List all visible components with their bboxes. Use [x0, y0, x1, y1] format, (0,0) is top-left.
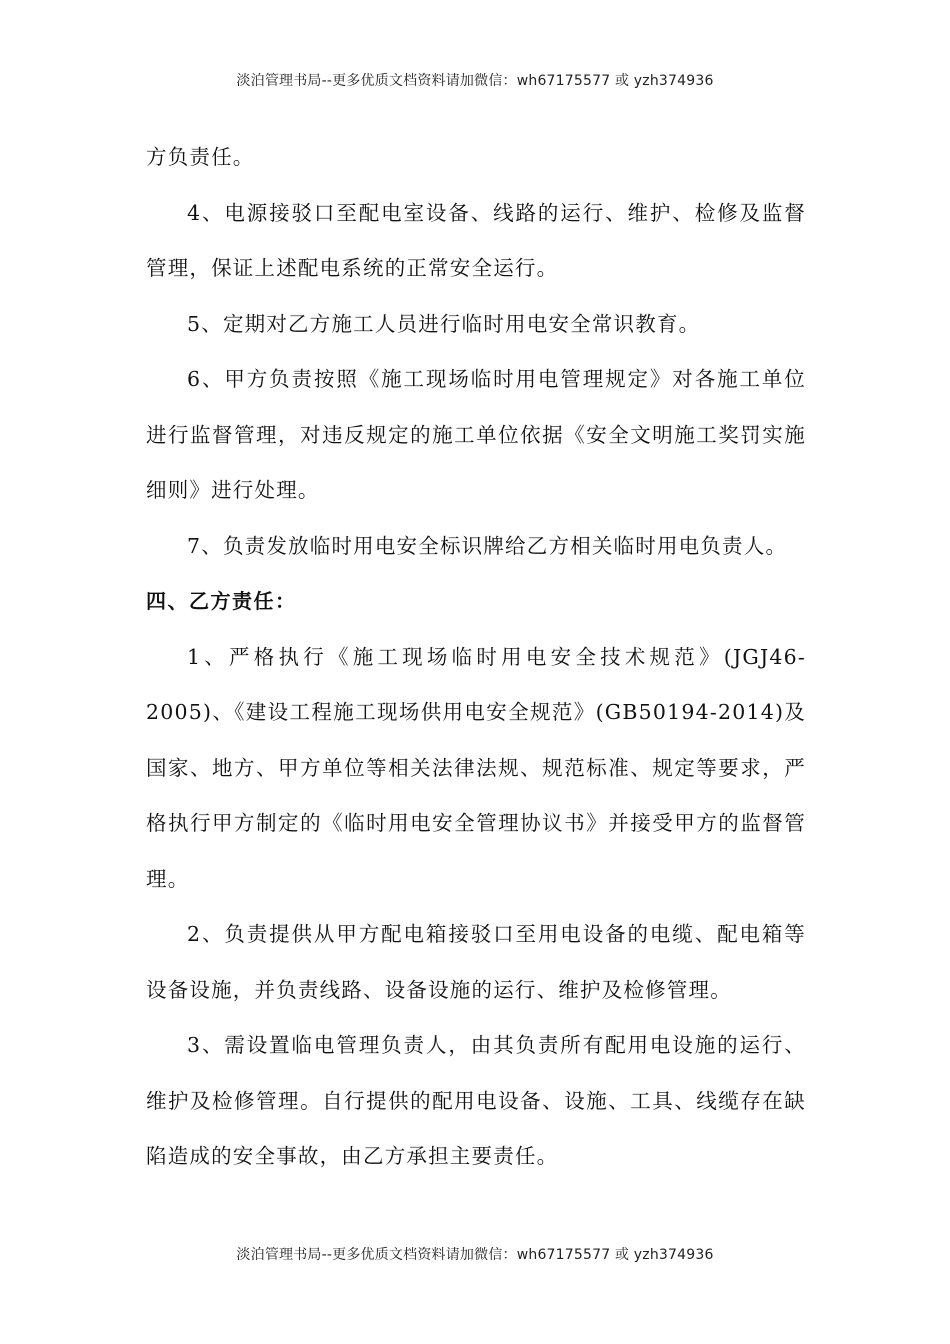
paragraph-item-7: 7、负责发放临时用电安全标识牌给乙方相关临时用电负责人。: [187, 533, 788, 558]
paragraph-continuation: 方负责任。: [146, 145, 255, 169]
section-heading: 四、乙方责任：: [146, 589, 297, 613]
paragraph-item-5: 5、定期对乙方施工人员进行临时用电安全常识教育。: [187, 311, 701, 336]
page-footer: 淡泊管理书局--更多优质文档资料请加微信：wh67175577 或 yzh374936: [236, 1247, 714, 1263]
page-header: 淡泊管理书局--更多优质文档资料请加微信：wh67175577 或 yzh374936: [236, 73, 714, 89]
paragraph-b-item-1: 1、严格执行《施工现场临时用电安全技术规范》(JGJ46-2005)、《建设工程施工现场供用电安全规范》(GB50194-2014)及国家、地方、甲方单位等相关法律法规、规范标准、规定等要求，严格执行甲方制定的《临时用电安全管理协议书》并接受甲方的监督管理。: [146, 644, 806, 891]
paragraph-b-item-3: 3、需设置临电管理负责人，由其负责所有配用电设施的运行、维护及检修管理。自行提供的配用电设备、设施、工具、线缆存在缺陷造成的安全事故，由乙方承担主要责任。: [146, 1033, 806, 1168]
document-body: [146, 130, 806, 1185]
paragraph-b-item-2: 2、负责提供从甲方配电箱接驳口至用电设备的电缆、配电箱等设备设施，并负责线路、设备设施的运行、维护及检修管理。: [146, 922, 806, 1002]
paragraph-item-4: 4、电源接驳口至配电室设备、线路的运行、维护、检修及监督管理，保证上述配电系统的正常安全运行。: [146, 200, 806, 280]
paragraph-item-6: 6、甲方负责按照《施工现场临时用电管理规定》对各施工单位进行监督管理，对违反规定的施工单位依据《安全文明施工奖罚实施细则》进行处理。: [146, 367, 806, 502]
